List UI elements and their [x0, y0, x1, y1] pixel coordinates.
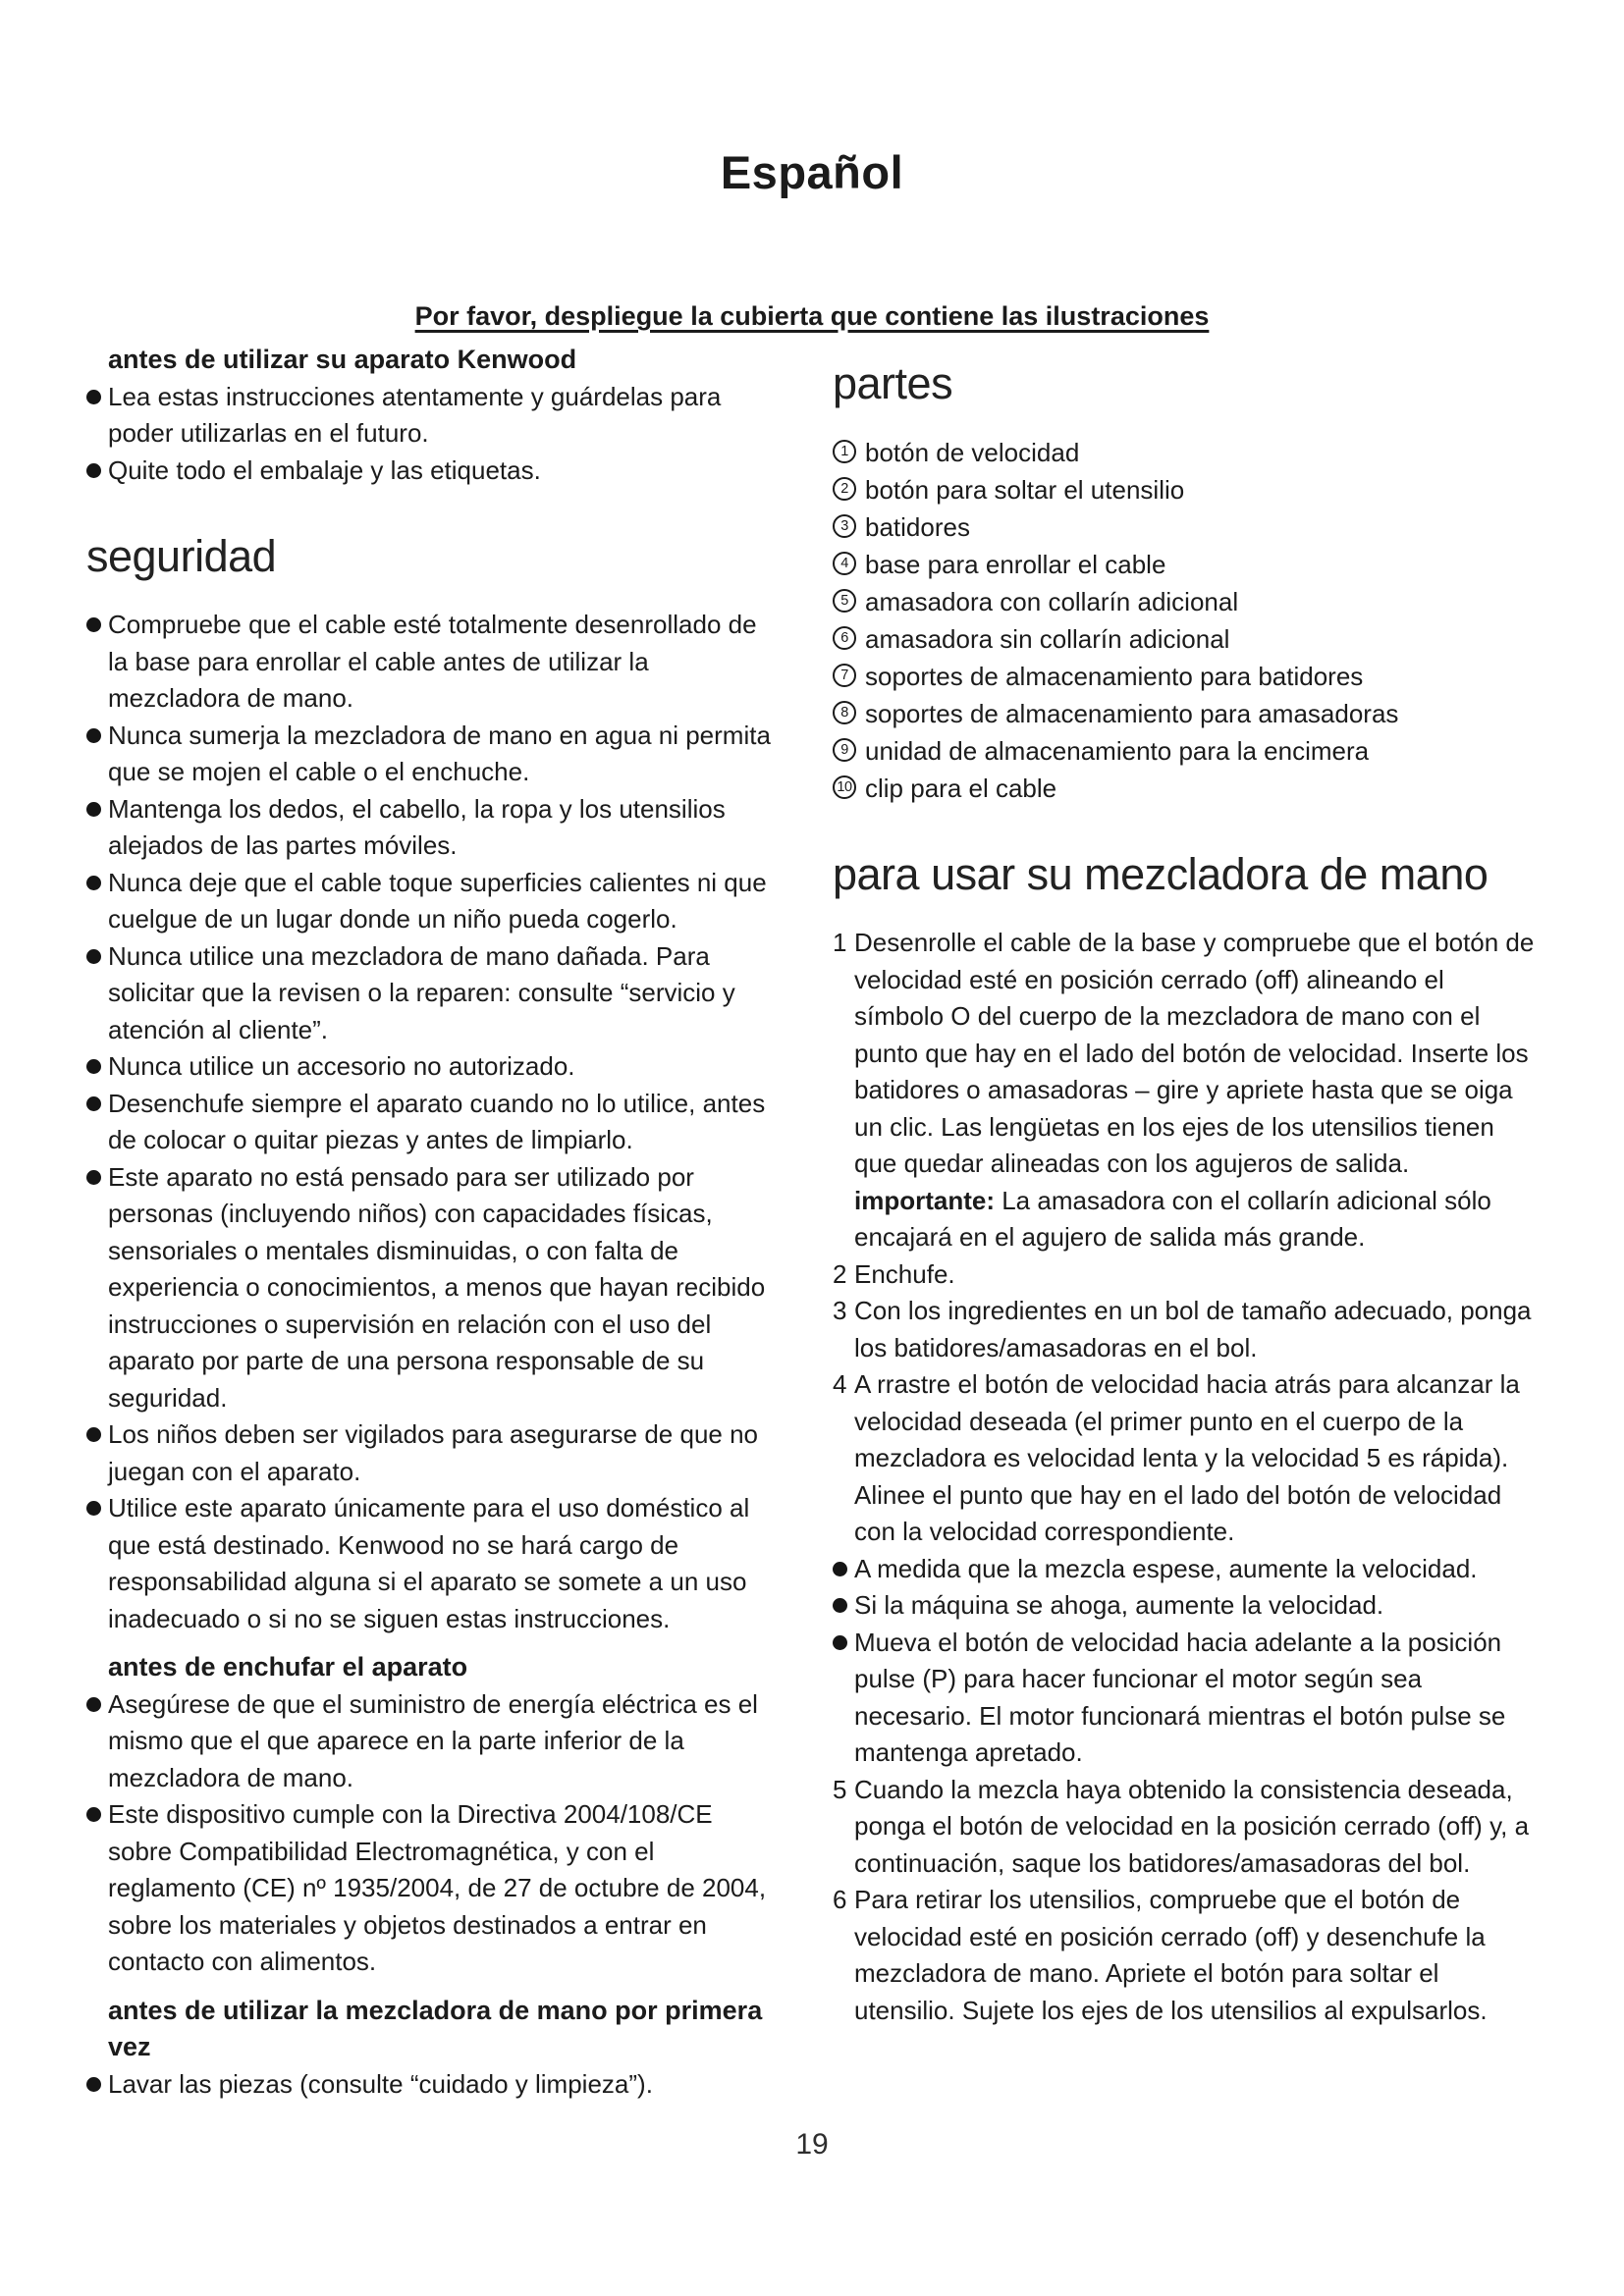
circled-number-icon [833, 583, 865, 613]
step-marker [833, 1772, 854, 1809]
bullet-icon [86, 1416, 108, 1442]
step-marker [833, 1293, 854, 1330]
step-text [854, 925, 1540, 1256]
step-number: 4 [833, 1369, 847, 1399]
list-item [86, 865, 780, 938]
list-item [86, 607, 780, 718]
list-item [86, 1686, 780, 1797]
part-number: 3 [833, 514, 856, 538]
part-number: 6 [833, 626, 856, 650]
safety-heading: seguridad [86, 531, 277, 581]
part-item [833, 471, 1540, 508]
step-body: Para retirar los utensilios, compruebe que el botón de velocidad esté en posición cerrado (off) y desenchufe la mezcladora de mano. Apriete el botón para soltar el utensilio. Sujete los ejes de los utensilios al expulsarlos. [854, 1885, 1488, 2025]
bullet-text: Los niños deben ser vigilados para asegurarse de que no juegan con el aparato. [108, 1419, 759, 1486]
part-number: 10 [833, 775, 856, 799]
part-item [833, 658, 1540, 695]
list-item [86, 2066, 780, 2104]
part-item [833, 695, 1540, 732]
before-plug-list [86, 1686, 780, 1981]
before-use-list [86, 379, 780, 490]
usage-step [833, 1587, 1540, 1625]
step-body: Enchufe. [854, 1258, 955, 1289]
usage-step [833, 1256, 1540, 1294]
important-label: importante: [854, 1185, 995, 1215]
list-item [86, 1086, 780, 1159]
bullet-icon [86, 938, 108, 964]
usage-step [833, 1882, 1540, 2029]
part-label: botón para soltar el utensilio [865, 475, 1185, 505]
step-body: A medida que la mezcla espese, aumente la velocidad. [854, 1553, 1478, 1583]
part-item [833, 732, 1540, 770]
bullet-icon [86, 1796, 108, 1822]
bullet-text: Lea estas instrucciones atentamente y guárdelas para poder utilizarlas en el futuro. [108, 381, 722, 448]
part-label: soportes de almacenamiento para amasadoras [865, 699, 1399, 728]
part-number: 4 [833, 552, 856, 575]
list-item [86, 453, 780, 490]
safety-list [86, 607, 780, 1637]
step-marker [833, 1256, 854, 1294]
bullet-text: Este aparato no está pensado para ser utilizado por personas (incluyendo niños) con capacidades físicas, sensoriales o mentales disminuidas, o con falta de experiencia o conocimientos, a menos que hayan recibido instrucciones o supervisión en relación con el uso del aparato por parte de una persona responsable de su seguridad. [108, 1161, 766, 1413]
bullet-text: Asegúrese de que el suministro de energía eléctrica es el mismo que el que aparece en la parte inferior de la mezcladora de mano. [108, 1688, 758, 1792]
step-body: Si la máquina se ahoga, aumente la velocidad. [854, 1590, 1384, 1620]
bullet-icon [86, 865, 108, 890]
first-use-heading: antes de utilizar la mezcladora de mano por primera vez [108, 1995, 763, 2061]
bullet-icon [86, 1048, 108, 1074]
list-item [86, 938, 780, 1049]
part-item [833, 434, 1540, 471]
bullet-icon [86, 1086, 108, 1111]
step-text [854, 1293, 1540, 1366]
important-text: La amasadora con el collarín adicional sólo encajará en el agujero de salida más grande. [854, 1185, 1491, 1252]
step-text [854, 1772, 1540, 1883]
step-marker [833, 1551, 854, 1576]
step-marker [833, 1366, 854, 1404]
list-item [86, 791, 780, 865]
list-item [86, 1159, 780, 1417]
bullet-text: Utilice este aparato únicamente para el uso doméstico al que está destinado. Kenwood no se hará cargo de responsabilidad alguna si el aparato se somete a un uso inadecuado o si no se siguen estas instrucciones. [108, 1493, 750, 1633]
bullet-icon [86, 453, 108, 478]
list-item [86, 1048, 780, 1086]
usage-step [833, 1551, 1540, 1588]
step-body: Mueva el botón de velocidad hacia adelante a la posición pulse (P) para hacer funcionar el motor según sea necesario. El motor funcionará mientras el botón pulse se mantenga apretado. [854, 1627, 1506, 1767]
first-use-list [86, 2066, 780, 2104]
part-label: soportes de almacenamiento para batidores [865, 662, 1364, 691]
part-label: unidad de almacenamiento para la encimera [865, 736, 1370, 766]
part-item [833, 508, 1540, 546]
step-number: 6 [833, 1885, 847, 1914]
bullet-icon [86, 2066, 108, 2092]
part-number: 9 [833, 738, 856, 762]
part-item [833, 770, 1540, 807]
bullet-icon [86, 718, 108, 743]
usage-heading: para usar su mezcladora de mano [833, 849, 1489, 899]
bullet-text: Nunca utilice una mezcladora de mano dañada. Para solicitar que la revisen o la reparen: consulte “servicio y atención al cliente”. [108, 940, 735, 1044]
left-column [86, 342, 780, 2103]
circled-number-icon [833, 658, 865, 687]
step-marker [833, 1882, 854, 1919]
step-number: 1 [833, 928, 847, 957]
part-item [833, 546, 1540, 583]
bullet-icon [833, 1635, 847, 1650]
circled-number-icon [833, 546, 865, 575]
bullet-text: Desenchufe siempre el aparato cuando no lo utilice, antes de colocar o quitar piezas y antes de limpiarlo. [108, 1088, 766, 1154]
part-number: 1 [833, 440, 856, 463]
part-label: base para enrollar el cable [865, 550, 1166, 579]
step-marker [833, 925, 854, 962]
bullet-icon [86, 1490, 108, 1516]
content-columns [86, 342, 1624, 2103]
part-item [833, 583, 1540, 620]
usage-step [833, 1772, 1540, 1883]
step-text [854, 1551, 1540, 1588]
part-label: amasadora sin collarín adicional [865, 624, 1230, 654]
list-item [86, 379, 780, 453]
step-text [854, 1587, 1540, 1625]
step-body: A rrastre el botón de velocidad hacia atrás para alcanzar la velocidad deseada (el primer punto en el cuerpo de la mezcladora es velocidad lenta y la velocidad 5 es rápida). Alinee el punto que hay en el lado del botón de velocidad con la velocidad correspondiente. [854, 1369, 1520, 1546]
step-number: 2 [833, 1258, 847, 1289]
list-item [86, 1796, 780, 1981]
usage-step [833, 1293, 1540, 1366]
part-label: botón de velocidad [865, 438, 1080, 467]
list-item [86, 1416, 780, 1490]
important-note [854, 1183, 1540, 1256]
step-text [854, 1366, 1540, 1551]
step-number: 3 [833, 1296, 847, 1325]
circled-number-icon [833, 471, 865, 501]
bullet-text: Este dispositivo cumple con la Directiva 2004/108/CE sobre Compatibilidad Electromagnética, y con el reglamento (CE) nº 1935/2004, de 27 de octubre de 2004, sobre los materiales y objetos destinados a entrar en contacto con alimentos. [108, 1799, 767, 1976]
bullet-icon [86, 1686, 108, 1712]
part-number: 5 [833, 589, 856, 613]
bullet-text: Compruebe que el cable esté totalmente desenrollado de la base para enrollar el cable antes de utilizar la mezcladora de mano. [108, 610, 757, 713]
bullet-text: Nunca utilice un accesorio no autorizado. [108, 1051, 575, 1081]
list-item [86, 718, 780, 791]
bullet-icon [86, 791, 108, 817]
bullet-icon [833, 1598, 847, 1613]
bullet-text: Lavar las piezas (consulte “cuidado y limpieza”). [108, 2068, 653, 2099]
part-item [833, 620, 1540, 658]
step-marker [833, 1587, 854, 1613]
bullet-text: Nunca deje que el cable toque superficies calientes ni que cuelgue de un lugar donde un niño pueda cogerlo. [108, 867, 767, 934]
step-body: Desenrolle el cable de la base y compruebe que el botón de velocidad esté en posición cerrado (off) alineando el símbolo O del cuerpo de la mezcladora de mano con el punto que hay en el lado del botón de velocidad. Inserte los batidores o amasadoras – gire y apriete hasta que se oiga un clic. Las lengüetas en los ejes de los utensilios tienen que quedar alineadas con los agujeros de salida. [854, 928, 1535, 1178]
circled-number-icon [833, 695, 865, 724]
step-text [854, 1256, 1540, 1294]
circled-number-icon [833, 508, 865, 538]
step-marker [833, 1625, 854, 1650]
usage-step [833, 1625, 1540, 1772]
bullet-text: Quite todo el embalaje y las etiquetas. [108, 454, 541, 485]
page-number: 19 [795, 2128, 829, 2161]
circled-number-icon [833, 770, 865, 799]
step-number: 5 [833, 1774, 847, 1804]
bullet-icon [833, 1562, 847, 1576]
part-label: clip para el cable [865, 774, 1057, 803]
page-title: Español [720, 146, 904, 198]
usage-step [833, 925, 1540, 1256]
part-number: 8 [833, 701, 856, 724]
before-use-heading: antes de utilizar su aparato Kenwood [108, 345, 577, 374]
usage-step [833, 1366, 1540, 1551]
step-text [854, 1625, 1540, 1772]
step-body: Con los ingredientes en un bol de tamaño adecuado, ponga los batidores/amasadoras en el bol. [854, 1296, 1532, 1362]
step-body: Cuando la mezcla haya obtenido la consistencia deseada, ponga el botón de velocidad en la posición cerrado (off) y, a continuación, saque los batidores/amasadoras del bol. [854, 1774, 1530, 1878]
bullet-icon [86, 379, 108, 404]
right-column [833, 342, 1540, 2103]
bullet-text: Mantenga los dedos, el cabello, la ropa y los utensilios alejados de las partes móviles. [108, 793, 726, 860]
fold-out-note: Por favor, despliegue la cubierta que contiene las ilustraciones [414, 301, 1210, 331]
part-label: amasadora con collarín adicional [865, 587, 1239, 616]
parts-list [833, 434, 1540, 807]
part-number: 7 [833, 664, 856, 687]
circled-number-icon [833, 620, 865, 650]
bullet-icon [86, 607, 108, 632]
circled-number-icon [833, 732, 865, 762]
step-text [854, 1882, 1540, 2029]
list-item [86, 1490, 780, 1637]
part-number: 2 [833, 477, 856, 501]
circled-number-icon [833, 434, 865, 463]
part-label: batidores [865, 512, 970, 542]
usage-list [833, 925, 1540, 2029]
parts-heading: partes [833, 358, 953, 408]
before-plug-heading: antes de enchufar el aparato [108, 1652, 468, 1682]
bullet-icon [86, 1159, 108, 1185]
bullet-text: Nunca sumerja la mezcladora de mano en agua ni permita que se mojen el cable o el enchuche. [108, 720, 771, 786]
